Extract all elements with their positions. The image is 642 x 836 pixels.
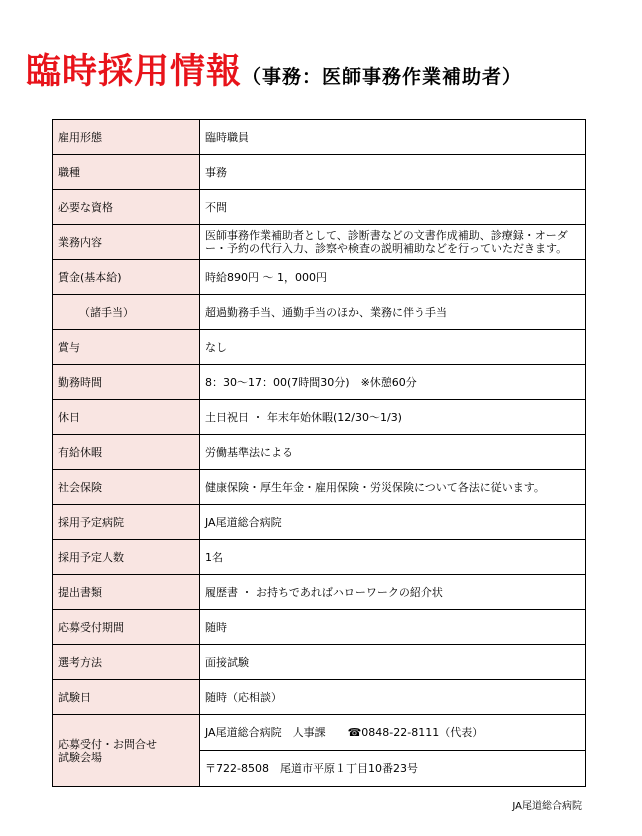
table-row [53,680,586,715]
table-row [53,435,586,470]
table-row [53,610,586,645]
row-value: 臨時職員 [200,120,586,155]
table-row [53,400,586,435]
row-label: 賃金(基本給) [53,260,200,295]
table-row [53,645,586,680]
row-label: 賞与 [53,330,200,365]
row-value: 超過勤務手当、通勤手当のほか、業務に伴う手当 [200,295,586,330]
table-row [53,540,586,575]
table-row [53,155,586,190]
row-label: （諸手当） [53,295,200,330]
row-value: 不問 [200,190,586,225]
row-value: なし [200,330,586,365]
row-value: 面接試験 [200,645,586,680]
row-value: 時給890円 ～ 1，000円 [200,260,586,295]
row-label: 休日 [53,400,200,435]
row-label: 職種 [53,155,200,190]
footer-organization: JA尾道総合病院 [512,801,582,812]
table-row [53,190,586,225]
row-label: 必要な資格 [53,190,200,225]
table-row [53,295,586,330]
row-label: 有給休暇 [53,435,200,470]
row-value: 事務 [200,155,586,190]
contact-label: 応募受付・お問合せ 試験会場 [53,715,200,787]
row-value: JA尾道総合病院 [200,505,586,540]
title-sub: （事務：医師事務作業補助者） [242,66,523,88]
row-value: 医師事務作業補助者として、診断書などの文書作成補助、診療録・オーダー・予約の代行入力、診察や検査の説明補助などを行っていただきます。 [200,225,586,260]
table-row [53,470,586,505]
row-value: 労働基準法による [200,435,586,470]
row-label: 提出書類 [53,575,200,610]
table-row [53,120,586,155]
row-value: 随時 [200,610,586,645]
row-label: 業務内容 [53,225,200,260]
contact-phone: JA尾道総合病院 人事課 ☎0848-22-8111（代表） [200,715,586,751]
page-title [26,44,522,94]
row-value: 土日祝日 ・ 年末年始休暇(12/30～1/3) [200,400,586,435]
contact-address: 〒722-8508 尾道市平原１丁目10番23号 [200,751,586,787]
row-label: 勤務時間 [53,365,200,400]
row-value: 1名 [200,540,586,575]
table-row [53,505,586,540]
row-label: 応募受付期間 [53,610,200,645]
contact-row [53,715,586,751]
row-label: 選考方法 [53,645,200,680]
table-row [53,260,586,295]
row-value: 随時（応相談） [200,680,586,715]
row-value: 履歴書 ・ お持ちであればハローワークの紹介状 [200,575,586,610]
row-label: 試験日 [53,680,200,715]
row-label: 雇用形態 [53,120,200,155]
row-label: 社会保険 [53,470,200,505]
table-row [53,330,586,365]
table-row [53,225,586,260]
table-row [53,365,586,400]
row-value: 健康保険・厚生年金・雇用保険・労災保険について各法に従います。 [200,470,586,505]
table-row [53,575,586,610]
row-value: 8：30～17：00(7時間30分) ※休憩60分 [200,365,586,400]
row-label: 採用予定人数 [53,540,200,575]
title-main: 臨時採用情報 [26,52,243,92]
row-label: 採用予定病院 [53,505,200,540]
job-info-table [52,119,586,787]
